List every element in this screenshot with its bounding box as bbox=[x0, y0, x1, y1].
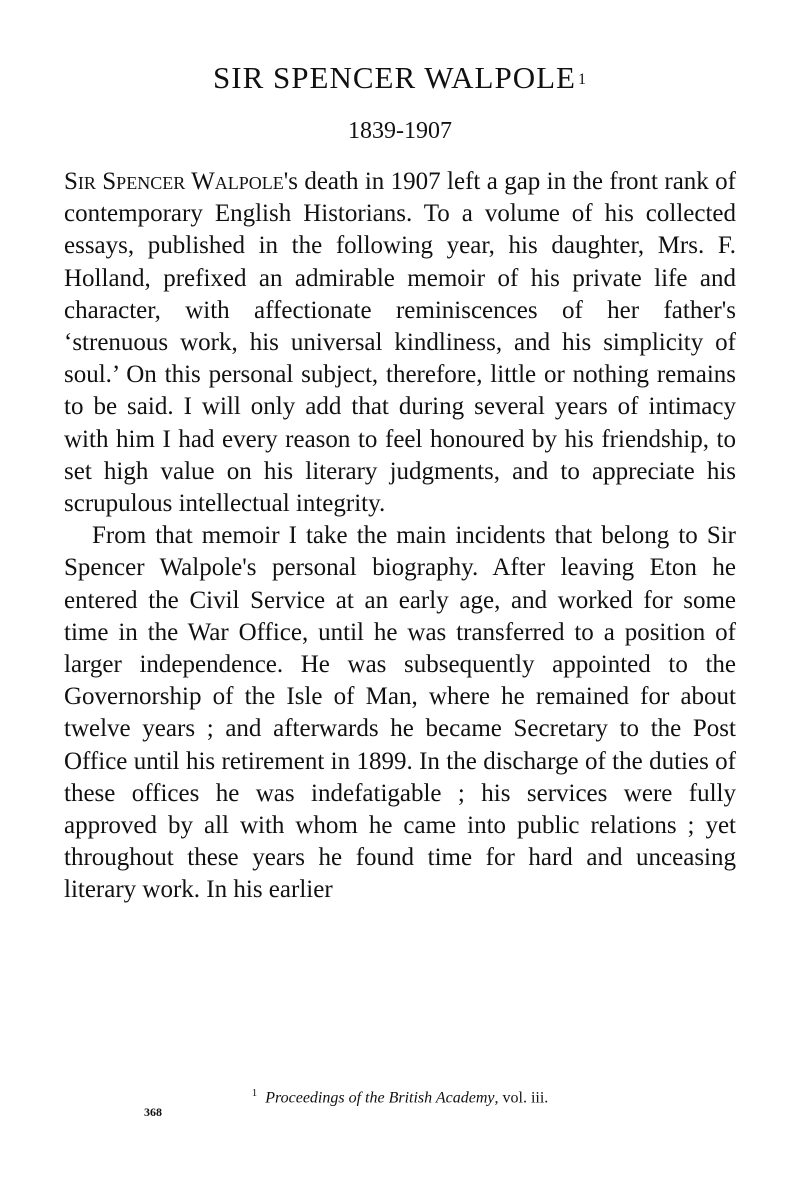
title-text: SIR SPENCER WALPOLE bbox=[213, 60, 576, 95]
footnote-marker: 1 bbox=[251, 1087, 258, 1099]
paragraph-1 bbox=[64, 166, 736, 520]
subject-name: Sir Spencer Walpole bbox=[64, 168, 284, 195]
footnote-volume: , vol. iii. bbox=[494, 1089, 549, 1107]
page-number: 368 bbox=[144, 1105, 162, 1119]
title-footnote-marker: 1 bbox=[577, 71, 587, 88]
paragraph-2: From that memoir I take the main incidents that belong to Sir Spencer Walpole's personal biography. After leaving Eton he entered the Civil Service at an early age, and worked for some time in the War Office, until he was transferred to a position of larger independence. He was subsequently appointed to the Governorship of the Isle of Man, where he remained for about twelve years ; and afterwards he became Secretary to the Post Office until his retirement in 1899. In the discharge of the duties of these offices he was indefatigable ; his services were fully approved by all with whom he came into public relations ; yet throughout these years he found time for hard and unceasing literary work. In his earlier bbox=[64, 522, 736, 904]
body-text bbox=[64, 166, 736, 907]
footnote bbox=[0, 1082, 800, 1109]
footnote-source: Proceedings of the British Academy bbox=[265, 1089, 495, 1107]
page-title bbox=[0, 58, 800, 98]
life-dates: 1839-1907 bbox=[348, 118, 452, 144]
paragraph-1-text: 's death in 1907 left a gap in the front rank of contemporary English Historians. To a volume of his collected essays, published in the following year, his daughter, Mrs. F. Holland, prefixed an admirable memoir of his private life and character, with affectionate reminiscences of her father's ‘strenuous work, his universal kindliness, and his simplicity of soul.’ On this personal subject, therefore, little or nothing remains to be said. I will only add that during several years of intimacy with him I had every reason to feel honoured by his friendship, to set high value on his literary judgments, and to appreciate his scrupulous intellectual integrity. bbox=[64, 168, 736, 518]
